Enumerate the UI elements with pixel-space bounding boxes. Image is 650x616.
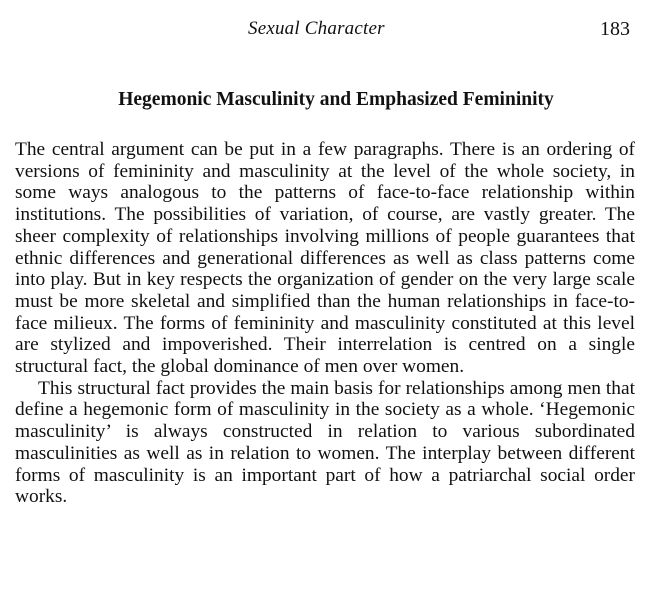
paragraph-2: This structural fact provides the main basis for relationships among men that define a hegemonic form of masculinity in the society as a whole. ‘Hegemonic masculinity’ is always constructed in relation to various subordinated masculinities as well as in relation to women. The interplay between different forms of masculinity is an important part of how a patriarchal social order works. xyxy=(15,377,635,508)
section-heading: Hegemonic Masculinity and Emphasized Femininity xyxy=(118,89,554,110)
running-title: Sexual Character xyxy=(248,18,385,39)
body-text xyxy=(15,139,635,508)
paragraph-1: The central argument can be put in a few paragraphs. There is an ordering of versions of femininity and masculinity at the level of the whole society, in some ways analogous to the patterns of face-to-face relationship within institutions. The possibilities of variation, of course, are vastly greater. The sheer complexity of relationships involving millions of people guarantees that ethnic differences and generational differences as well as class patterns come into play. But in key respects the organization of gender on the very large scale must be more skeletal and simplified than the human relationships in face-to-face milieux. The forms of femininity and masculinity constituted at this level are stylized and impoverished. Their interrelation is centred on a single structural fact, the global dominance of men over women. xyxy=(15,139,635,378)
page-number: 183 xyxy=(600,18,630,40)
running-head xyxy=(0,18,650,44)
